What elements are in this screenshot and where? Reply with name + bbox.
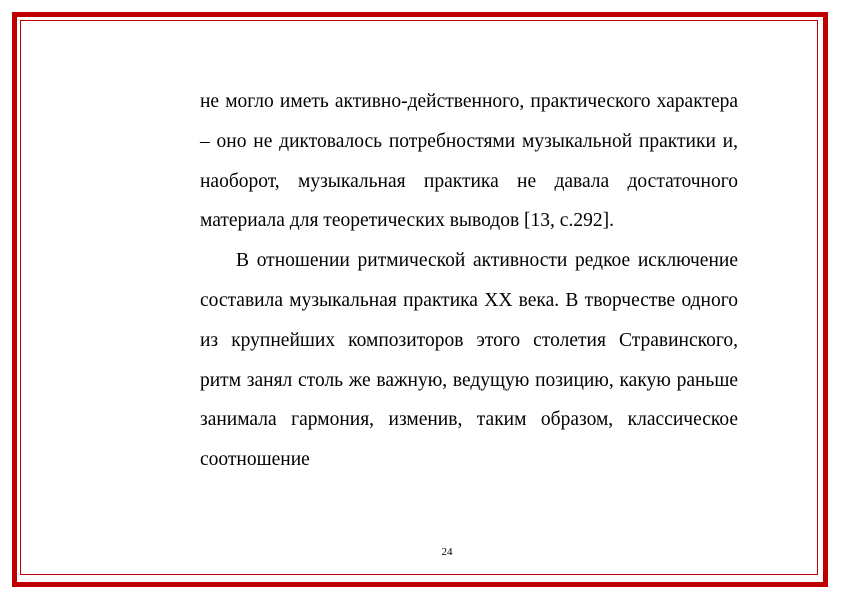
paragraph-continuation: не могло иметь активно-действенного, практического характера – оно не диктовалось потребностями музыкальной практики и, наоборот, музыкальная практика не давала достаточного материала для теоретических выводов [13, с.292].: [200, 91, 738, 232]
page-body-text: [200, 82, 738, 480]
paragraph-rhythm-activity: В отношении ритмической активности редкое исключение составила музыкальная практика XX века. В творчестве одного из крупнейших композиторов этого столетия Стравинского, ритм занял столь же важную, ведущую позицию, какую раньше занимала гармония, изменив, таким образом, классическое соотношение: [200, 250, 738, 471]
page-number: 24: [441, 546, 453, 558]
